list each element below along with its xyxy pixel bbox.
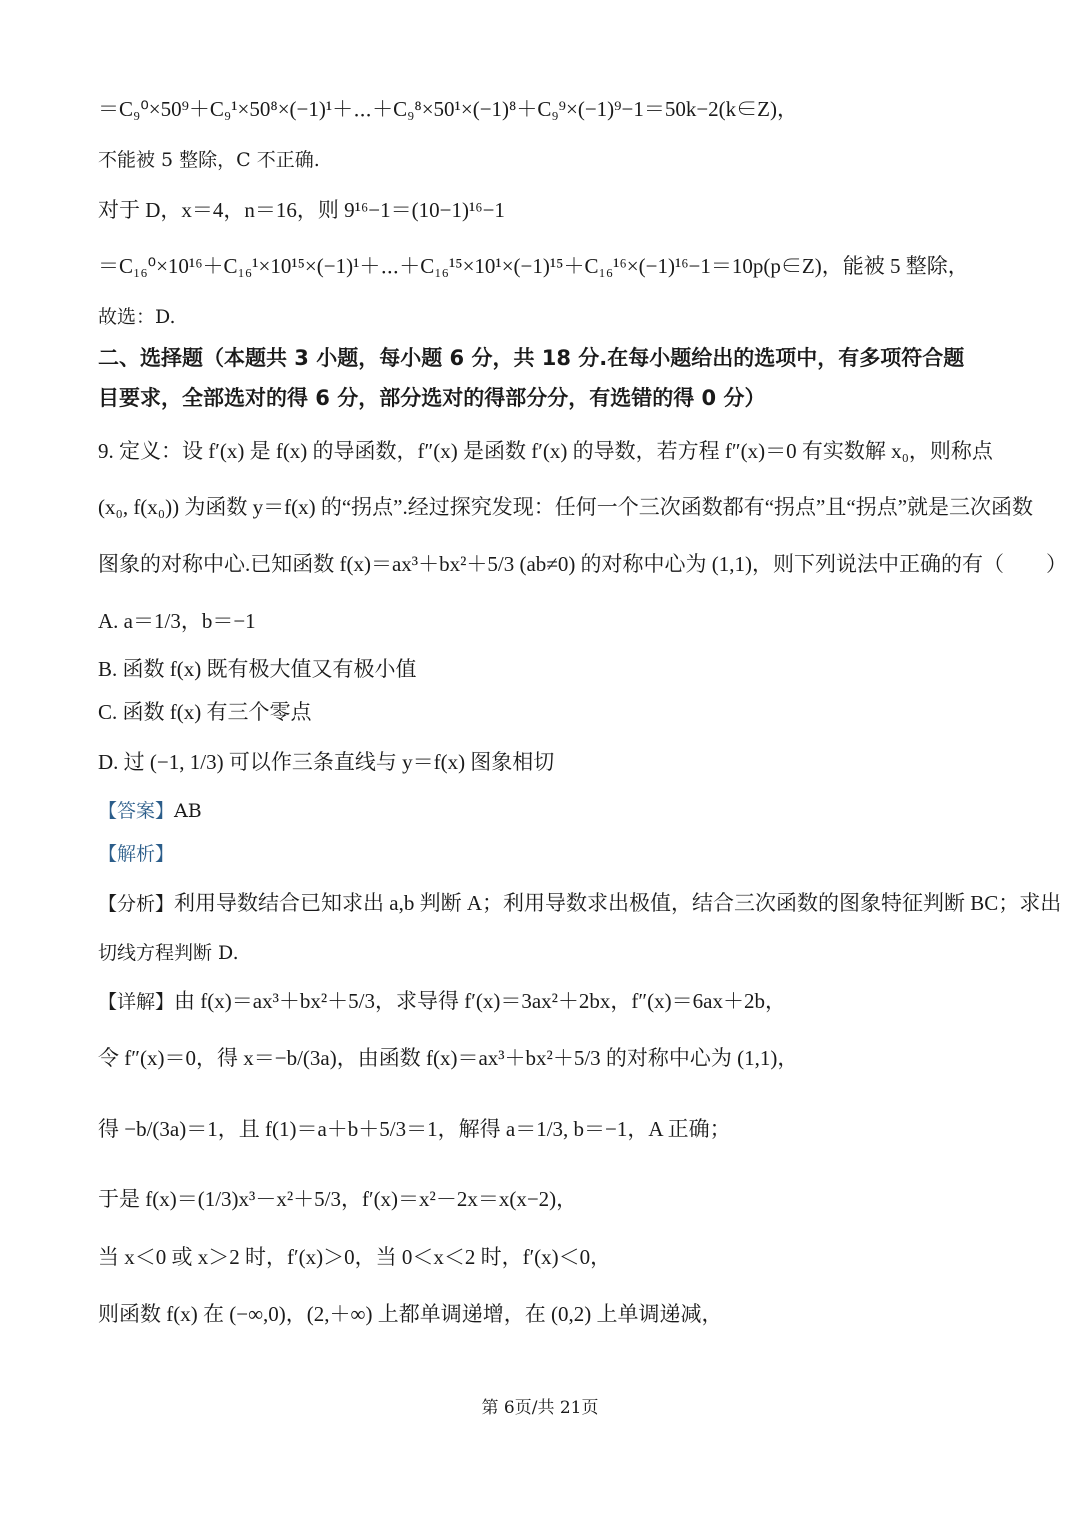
choice-conclusion-line: 故选：D. (98, 306, 176, 328)
answer-value: AB (174, 800, 202, 822)
answer-line (98, 797, 984, 825)
detail-text-1: 由 f(x)＝ax³＋bx²＋5/3，求导得 f′(x)＝3ax²＋2bx，f″(x)＝6ax＋2b， (174, 989, 786, 1013)
option-d: D. 过 (−1, 1/3) 可以作三条直线与 y＝f(x) 图象相切 (98, 750, 555, 774)
answer-label: 【答案】 (98, 800, 175, 822)
fenxi-line-2: 切线方程判断 D. (98, 942, 239, 964)
detail-line-4: 于是 f(x)＝(1/3)x³－x²＋5/3，f′(x)＝x²－2x＝x(x−2)， (98, 1187, 578, 1211)
analysis-heading-line (98, 840, 984, 868)
conclusion-c-line: 不能被 5 整除，C 不正确. (98, 149, 320, 171)
analysis-label: 【解析】 (98, 843, 175, 865)
fenxi-text-1: 利用导数结合已知求出 a,b 判断 A；利用导数求出极值，结合三次函数的图象特征判断 BC；求出 (174, 891, 1062, 915)
option-c: C. 函数 f(x) 有三个零点 (98, 700, 312, 724)
page-number: 第 6页/共 21页 (481, 1398, 599, 1418)
section-heading: 二、选择题（本题共 3 小题，每小题 6 分，共 18 分.在每小题给出的选项中，有多项符合题目要求，全部选对的得 6 分，部分选对的得部分分，有选错的得 0 分） (98, 346, 965, 410)
fenxi-label: 【分析】 (98, 893, 175, 915)
question-9-line-2: (x₀, f(x₀)) 为函数 y＝f(x) 的“拐点”.经过探究发现：任何一个三次函数都有“拐点”且“拐点”就是三次函数 (98, 495, 1034, 519)
option-a: A. a＝1/3，b＝−1 (98, 609, 256, 633)
detail-label: 【详解】 (98, 991, 175, 1013)
binomial-expansion-line-c: ＝C₉⁰×50⁹＋C₉¹×50⁸×(−1)¹＋⋯＋C₉⁸×50¹×(−1)⁸＋C₉⁹×(−1)⁹−1＝50k−2(k∈Z)， (98, 97, 798, 121)
detail-line-2: 令 f″(x)＝0，得 x＝−b/(3a)，由函数 f(x)＝ax³＋bx²＋5/3 的对称中心为 (1,1)， (98, 1046, 799, 1070)
option-b: B. 函数 f(x) 既有极大值又有极小值 (98, 657, 417, 681)
option-d-setup-line: 对于 D，x＝4，n＝16，则 9¹⁶−1＝(10−1)¹⁶−1 (98, 198, 505, 222)
detail-line-5: 当 x＜0 或 x＞2 时，f′(x)＞0，当 0＜x＜2 时，f′(x)＜0， (98, 1245, 612, 1269)
question-9-line-1: 9. 定义：设 f′(x) 是 f(x) 的导函数，f″(x) 是函数 f′(x) 的导数，若方程 f″(x)＝0 有实数解 x₀，则称点 (98, 439, 993, 463)
detail-line-3: 得 −b/(3a)＝1，且 f(1)＝a＋b＋5/3＝1，解得 a＝1/3, b＝−1，A 正确； (98, 1117, 731, 1141)
question-9-line-3: 图象的对称中心.已知函数 f(x)＝ax³＋bx²＋5/3 (ab≠0) 的对称中心为 (1,1)，则下列说法中正确的有（ ） (98, 552, 1068, 576)
detail-line-6: 则函数 f(x) 在 (−∞,0)，(2,＋∞) 上都单调递增，在 (0,2) 上单调递减， (98, 1302, 723, 1326)
binomial-expansion-line-d: ＝C₁₆⁰×10¹⁶＋C₁₆¹×10¹⁵×(−1)¹＋⋯＋C₁₆¹⁵×10¹×(−1)¹⁵＋C₁₆¹⁶×(−1)¹⁶−1＝10p(p∈Z)，能被 5 整除， (98, 254, 969, 278)
detail-line-1 (98, 987, 984, 1016)
fenxi-line-1 (98, 889, 1062, 918)
